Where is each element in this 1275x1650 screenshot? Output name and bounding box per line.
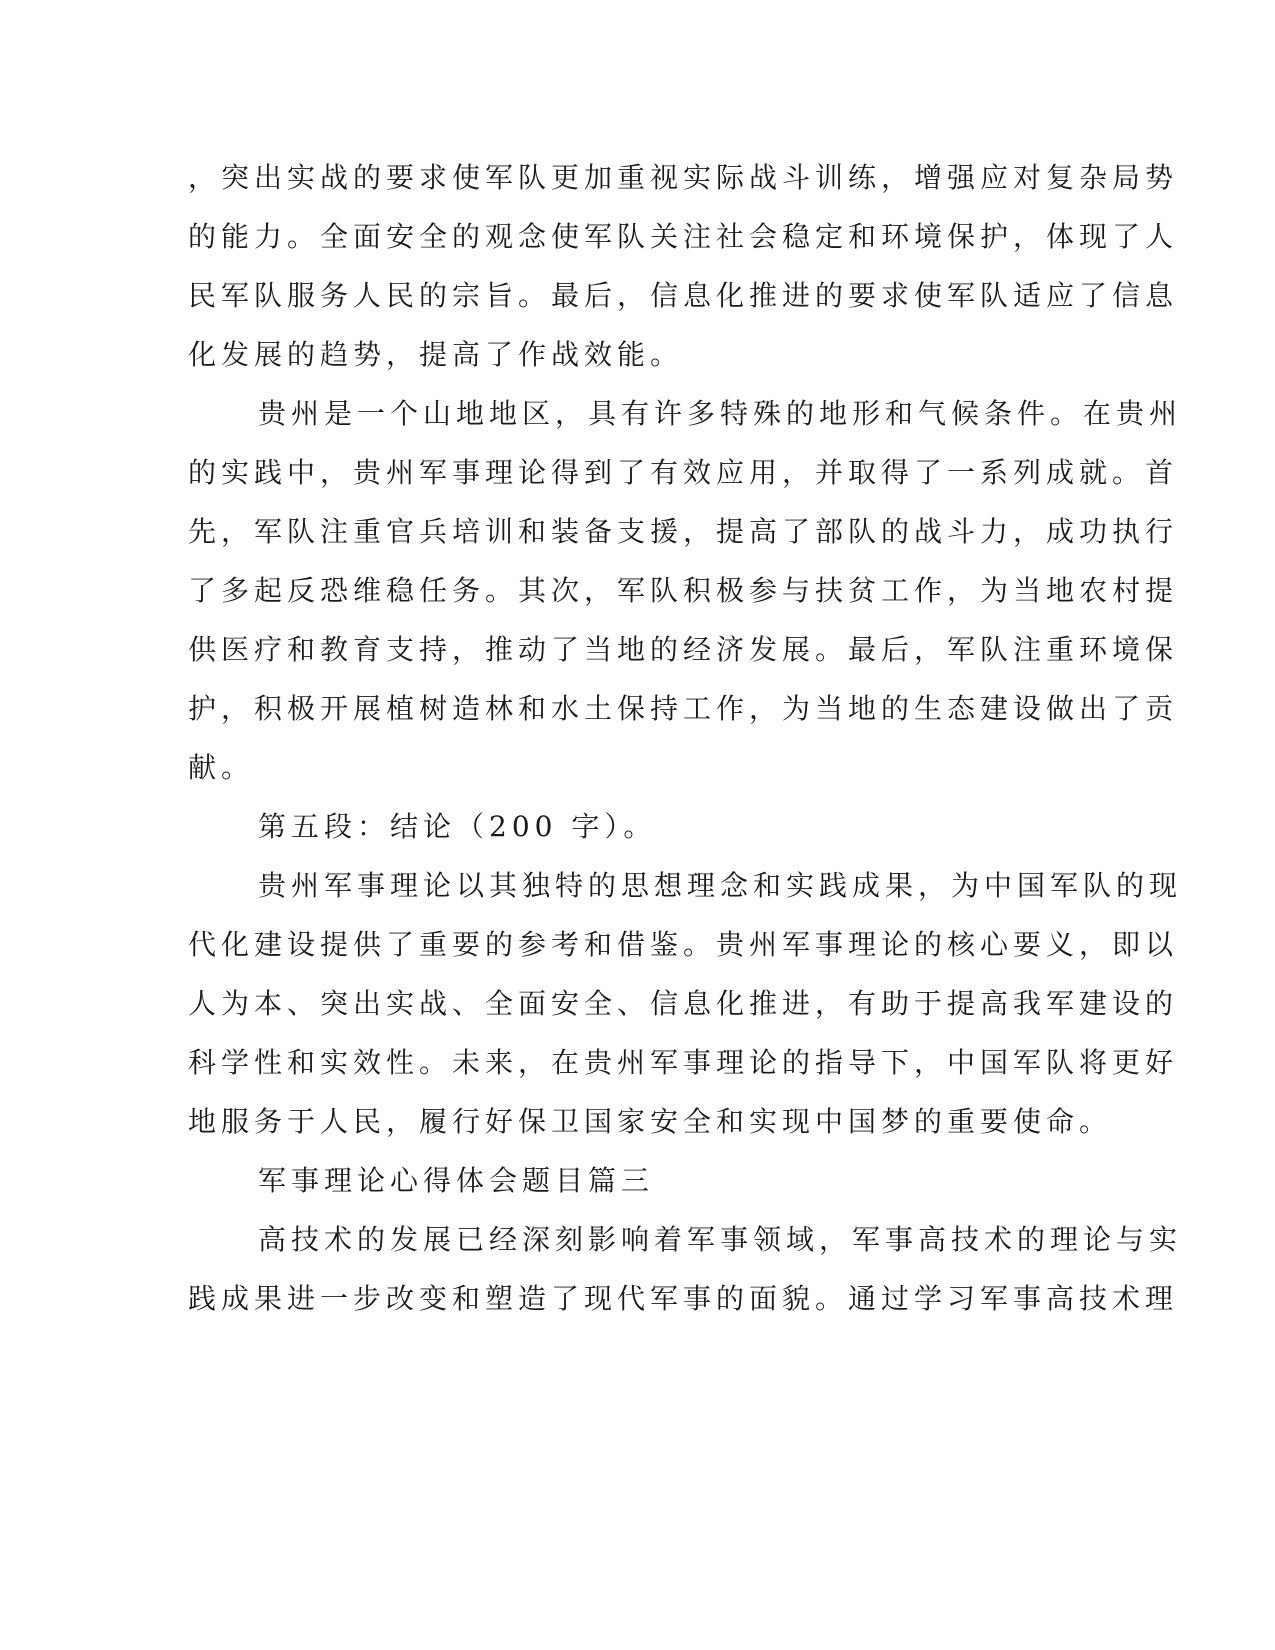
section-heading: 第五段：结论（200 字）。: [258, 810, 657, 843]
text-line: 先，军队注重官兵培训和装备支援，提高了部队的战斗力，成功执行: [188, 515, 1179, 548]
text-line: 供医疗和教育支持，推动了当地的经济发展。最后，军队注重环境保: [188, 633, 1179, 666]
paragraph-first-line: 贵州是一个山地地区，具有许多特殊的地形和气候条件。在贵州: [258, 397, 1183, 430]
article-title: 军事理论心得体会题目篇三: [258, 1164, 655, 1197]
text-line: 化发展的趋势，提高了作战效能。: [188, 338, 684, 371]
text-line: 人为本、突出实战、全面安全、信息化推进，有助于提高我军建设的: [188, 987, 1179, 1020]
text-line: 的能力。全面安全的观念使军队关注社会稳定和环境保护，体现了人: [188, 220, 1179, 253]
text-line: ，突出实战的要求使军队更加重视实际战斗训练，增强应对复杂局势: [188, 161, 1179, 194]
text-line: 践成果进一步改变和塑造了现代军事的面貌。通过学习军事高技术理: [188, 1282, 1179, 1315]
text-line: 代化建设提供了重要的参考和借鉴。贵州军事理论的核心要义，即以: [188, 928, 1179, 961]
text-line: 科学性和实效性。未来，在贵州军事理论的指导下，中国军队将更好: [188, 1046, 1179, 1079]
text-line: 护，积极开展植树造林和水土保持工作，为当地的生态建设做出了贡: [188, 692, 1179, 725]
text-line: 地服务于人民，履行好保卫国家安全和实现中国梦的重要使命。: [188, 1105, 1113, 1138]
paragraph-first-line: 贵州军事理论以其独特的思想理念和实践成果，为中国军队的现: [258, 869, 1183, 902]
paragraph-first-line: 高技术的发展已经深刻影响着军事领域，军事高技术的理论与实: [258, 1223, 1183, 1256]
text-line: 献。: [188, 751, 255, 784]
text-line: 了多起反恐维稳任务。其次，军队积极参与扶贫工作，为当地农村提: [188, 574, 1179, 607]
text-line: 的实践中，贵州军事理论得到了有效应用，并取得了一系列成就。首: [188, 456, 1179, 489]
text-line: 民军队服务人民的宗旨。最后，信息化推进的要求使军队适应了信息: [188, 279, 1179, 312]
